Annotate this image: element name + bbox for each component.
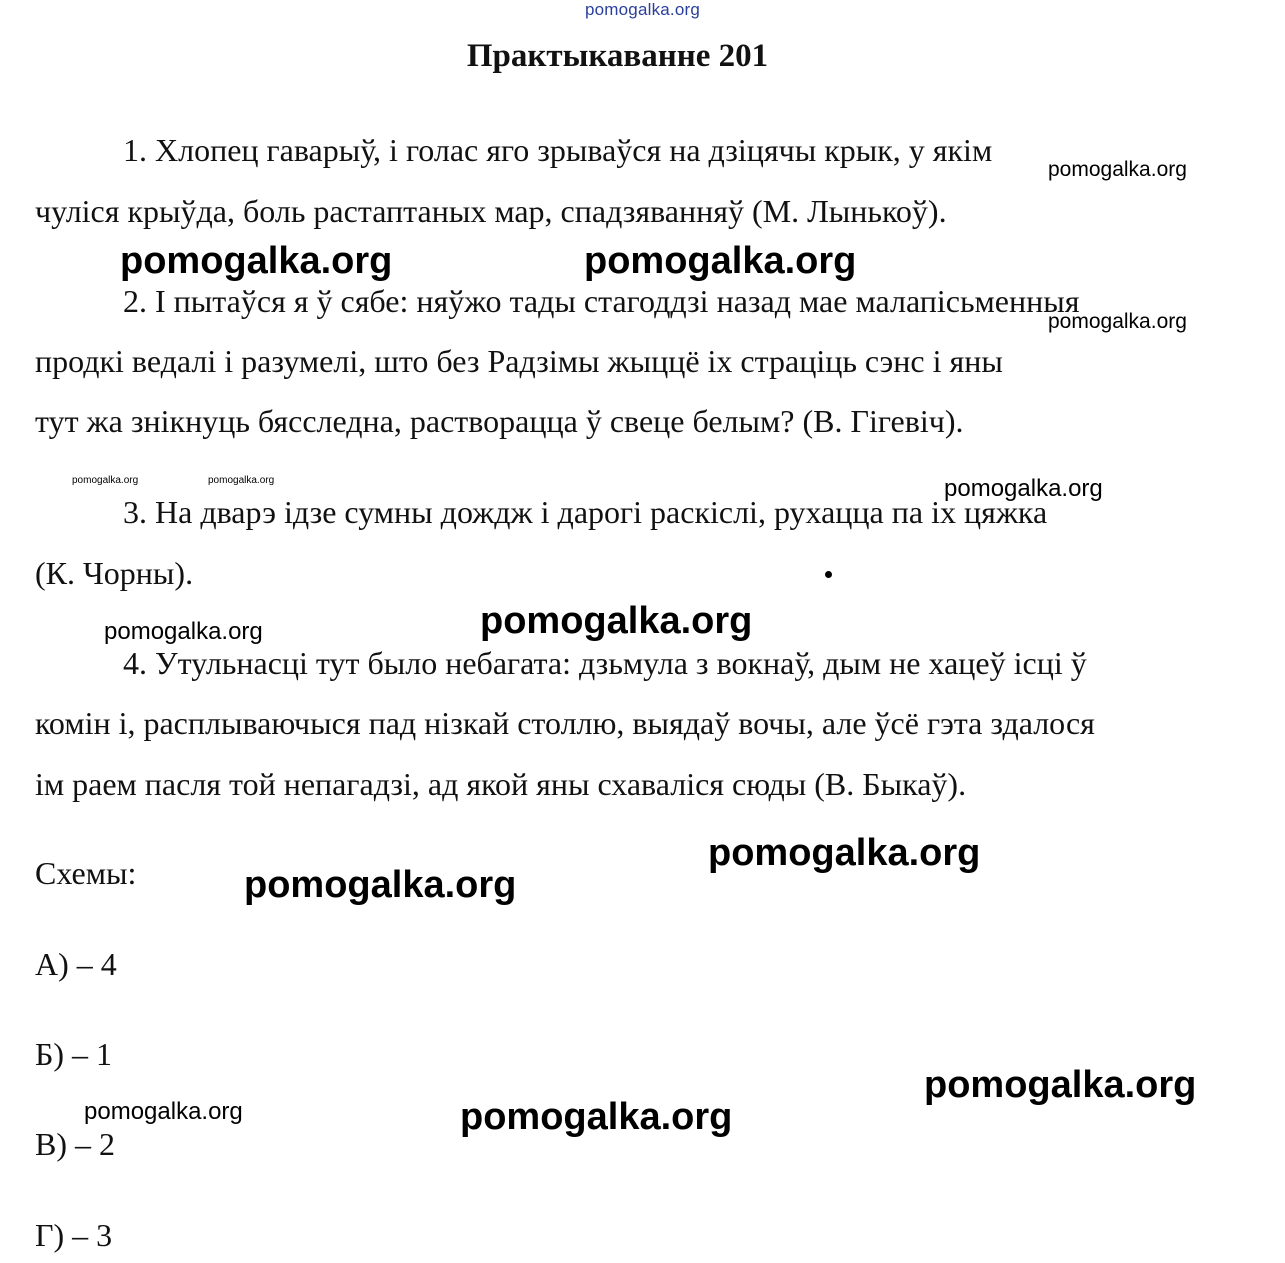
page-title: Практыкаванне 201 xyxy=(466,38,769,74)
schemes-heading: Схемы: xyxy=(35,855,137,891)
watermark: pomogalka.org xyxy=(120,240,393,282)
watermark: pomogalka.org xyxy=(208,475,275,486)
sentence-2-line-3: тут жа знікнуць бясследна, растворацца ў свеце белым? (В. Гігевіч). xyxy=(35,403,964,439)
sentence-2-line-1: 2. І пытаўся я ў сябе: няўжо тады стагоддзі назад мае малапісьменныя xyxy=(123,283,1080,319)
dot-mark xyxy=(825,571,832,578)
watermark: pomogalka.org xyxy=(480,600,753,642)
watermark: pomogalka.org xyxy=(72,475,139,486)
site-mark: pomogalka.org xyxy=(584,0,701,19)
sentence-4-line-3: ім раем пасля той непагадзі, ад якой яны схаваліся сюды (В. Быкаў). xyxy=(35,766,967,802)
sentence-1-line-2: чуліся крыўда, боль растаптаных мар, спадзяванняў (М. Лынькоў). xyxy=(35,193,947,229)
watermark: pomogalka.org xyxy=(924,1064,1197,1106)
sentence-1-line-1: 1. Хлопец гаварыў, і голас яго зрываўся на дзіцячы крык, у якім xyxy=(123,132,993,168)
watermark: pomogalka.org xyxy=(244,864,517,906)
watermark: pomogalka.org xyxy=(84,1098,243,1125)
sentence-4-line-1: 4. Утульнасці тут было небагата: дзьмула з вокнаў, дым не хацеў ісці ў xyxy=(123,645,1087,681)
scheme-item-a: А) – 4 xyxy=(35,946,117,982)
watermark: pomogalka.org xyxy=(460,1096,733,1138)
scheme-item-g: Г) – 3 xyxy=(35,1217,113,1253)
scheme-item-v: В) – 2 xyxy=(35,1126,115,1162)
watermark: pomogalka.org xyxy=(1048,158,1187,181)
watermark: pomogalka.org xyxy=(584,240,857,282)
sentence-3-line-2: (К. Чорны). xyxy=(35,555,194,591)
watermark: pomogalka.org xyxy=(104,618,263,645)
sentence-2-line-2: продкі ведалі і разумелі, што без Радзімы жыццё іх страціць сэнс і яны xyxy=(35,343,1003,379)
sentence-4-line-2: комін і, расплываючыся пад нізкай столлю, выядаў вочы, але ўсё гэта здалося xyxy=(35,705,1095,741)
watermark: pomogalka.org xyxy=(944,475,1103,502)
watermark: pomogalka.org xyxy=(708,832,981,874)
watermark: pomogalka.org xyxy=(1048,310,1187,333)
sentence-3-line-1: 3. На дварэ ідзе сумны дождж і дарогі раскіслі, рухацца па іх цяжка xyxy=(123,494,1048,530)
scheme-item-b: Б) – 1 xyxy=(35,1036,113,1072)
